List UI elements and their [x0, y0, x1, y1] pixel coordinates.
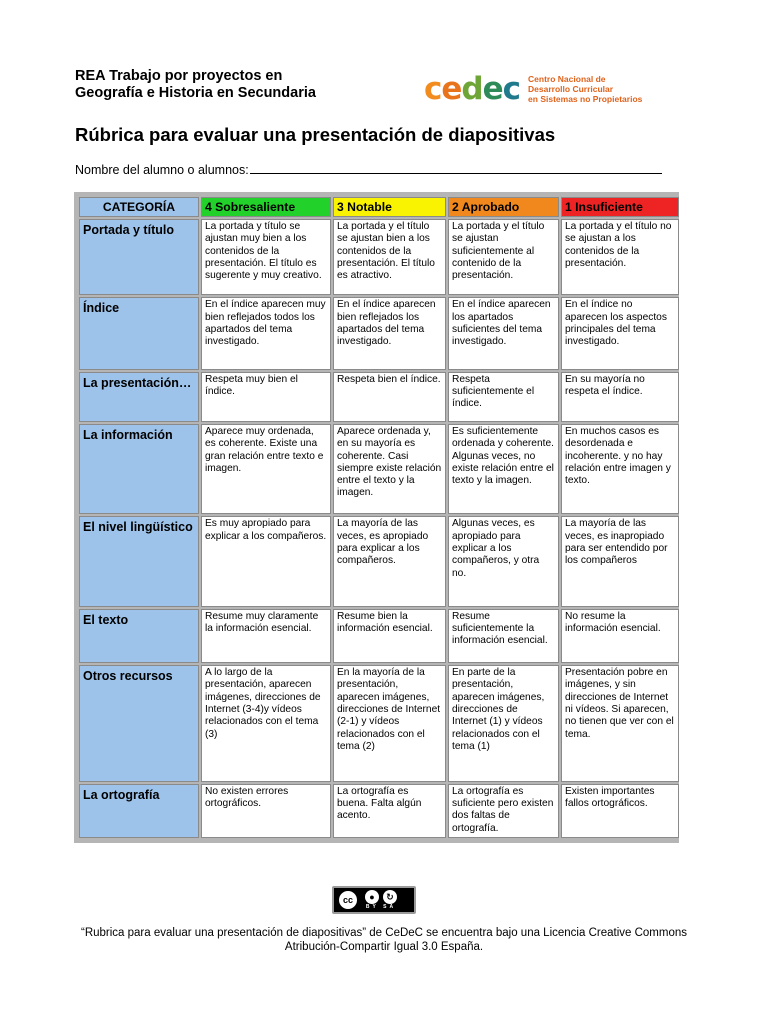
- rubric-cell: Resume muy claramente la información esencial.: [201, 609, 331, 663]
- rubric-row: [79, 424, 679, 514]
- logo-subtitle-line: Centro Nacional de: [528, 74, 606, 84]
- logo-letter: e: [441, 71, 462, 107]
- rubric-category: El texto: [79, 609, 199, 663]
- logo-letter: c: [502, 71, 521, 107]
- rubric-category: La ortografía: [79, 784, 199, 838]
- creative-commons-badge[interactable]: [332, 886, 416, 914]
- student-name-blank[interactable]: [250, 162, 662, 174]
- document-header: [75, 68, 316, 102]
- rubric-cell: Aparece muy ordenada, es coherente. Existe una gran relación entre texto e imagen.: [201, 424, 331, 514]
- rubric-cell: Algunas veces, es apropiado para explicar a los compañeros, y otra no.: [448, 516, 559, 606]
- header-aprobado: 2 Aprobado: [448, 197, 559, 217]
- logo-subtitle-line: Desarrollo Curricular: [528, 84, 614, 94]
- header-line-2: Geografía e Historia en Secundaria: [75, 85, 316, 101]
- rubric-cell: En el índice aparecen bien reflejados los apartados del tema investigado.: [333, 297, 446, 369]
- by-label: BY: [365, 903, 379, 910]
- rubric-row: [79, 372, 679, 422]
- rubric-cell: En el índice no aparecen los aspectos principales del tema investigado.: [561, 297, 679, 369]
- attribution-icon: ●: [365, 890, 379, 904]
- rubric-cell: La portada y título se ajustan muy bien a los contenidos de la presentación. El título es sugerente y muy creativo.: [201, 219, 331, 295]
- student-name-field: [75, 162, 662, 177]
- rubric-table: [77, 195, 681, 840]
- rubric-category: La información: [79, 424, 199, 514]
- logo-subtitle-line: en Sistemas no Propietarios: [528, 94, 643, 104]
- header-line-1: REA Trabajo por proyectos en: [75, 68, 283, 84]
- rubric-row: [79, 516, 679, 606]
- rubric-cell: A lo largo de la presentación, aparecen imágenes, direcciones de Internet (3-4)y vídeos relacionados con el tema (3): [201, 665, 331, 782]
- rubric-cell: Es suficientemente ordenada y coherente. Algunas veces, no existe relación entre el texto y la imagen.: [448, 424, 559, 514]
- rubric-row: [79, 784, 679, 838]
- sa-label: SA: [383, 903, 397, 910]
- header-notable: 3 Notable: [333, 197, 446, 217]
- header-categoria: CATEGORÍA: [79, 197, 199, 217]
- rubric-row: [79, 297, 679, 369]
- rubric-cell: En el índice aparecen los apartados suficientes del tema investigado.: [448, 297, 559, 369]
- document-title: Rúbrica para evaluar una presentación de diapositivas: [75, 124, 556, 145]
- rubric-row: [79, 665, 679, 782]
- rubric-category: La presentación…: [79, 372, 199, 422]
- rubric-category: El nivel lingüístico: [79, 516, 199, 606]
- rubric-cell: Existen importantes fallos ortográficos.: [561, 784, 679, 838]
- rubric-cell: En la mayoría de la presentación, aparecen imágenes, direcciones de Internet (2-1) y vídeos relacionados con el tema (2): [333, 665, 446, 782]
- rubric-cell: La portada y el título no se ajustan a los contenidos de la presentación.: [561, 219, 679, 295]
- rubric-category: Índice: [79, 297, 199, 369]
- rubric-cell: Aparece ordenada y, en su mayoría es coherente. Casi siempre existe relación entre el texto y la imagen.: [333, 424, 446, 514]
- rubric-category: Portada y título: [79, 219, 199, 295]
- rubric-row: [79, 609, 679, 663]
- rubric-cell: En el índice aparecen muy bien reflejados todos los apartados del tema investigado.: [201, 297, 331, 369]
- logo-subtitle: [528, 74, 642, 104]
- logo-letter: d: [461, 71, 483, 107]
- cedec-logo-word: [424, 72, 520, 106]
- rubric-cell: En muchos casos es desordenada e incoherente. y no hay relación entre imagen y texto.: [561, 424, 679, 514]
- share-alike-icon: ↻: [383, 890, 397, 904]
- rubric-cell: La portada y el título se ajustan bien a los contenidos de la presentación. El título es atractivo.: [333, 219, 446, 295]
- cedec-logo: [424, 72, 642, 106]
- rubric-category: Otros recursos: [79, 665, 199, 782]
- header-insuficiente: 1 Insuficiente: [561, 197, 679, 217]
- rubric-cell: Respeta bien el índice.: [333, 372, 446, 422]
- rubric-cell: La ortografía es suficiente pero existen dos faltas de ortografía.: [448, 784, 559, 838]
- rubric-cell: Presentación pobre en imágenes, y sin direcciones de Internet ni vídeos. Si aparecen, no tienen que ver con el tema.: [561, 665, 679, 782]
- rubric-cell: La portada y el título se ajustan suficientemente al contenido de la presentación.: [448, 219, 559, 295]
- logo-letter: c: [424, 71, 442, 107]
- rubric-cell: No resume la información esencial.: [561, 609, 679, 663]
- logo-letter: e: [482, 71, 503, 107]
- rubric-cell: No existen errores ortográficos.: [201, 784, 331, 838]
- rubric-cell: Resume suficientemente la información esencial.: [448, 609, 559, 663]
- license-footer: “Rubrica para evaluar una presentación de diapositivas” de CeDeC se encuentra bajo una Licencia Creative Commons Atribución-Compartir Igual 3.0 España.: [80, 927, 687, 953]
- student-name-label: Nombre del alumno o alumnos:: [75, 163, 249, 177]
- cc-icon: cc: [337, 889, 359, 911]
- rubric-cell: La mayoría de las veces, es apropiado para explicar a los compañeros.: [333, 516, 446, 606]
- rubric-cell: Resume bien la información esencial.: [333, 609, 446, 663]
- rubric-cell: En parte de la presentación, aparecen imágenes, direcciones de Internet (1) y vídeos relacionados con el tema (1): [448, 665, 559, 782]
- header-sobresaliente: 4 Sobresaliente: [201, 197, 331, 217]
- rubric-cell: En su mayoría no respeta el índice.: [561, 372, 679, 422]
- rubric-cell: La ortografía es buena. Falta algún acento.: [333, 784, 446, 838]
- rubric-cell: Respeta muy bien el índice.: [201, 372, 331, 422]
- rubric-cell: La mayoría de las veces, es inapropiado para ser entendido por los compañeros: [561, 516, 679, 606]
- rubric-cell: Es muy apropiado para explicar a los compañeros.: [201, 516, 331, 606]
- rubric-row: [79, 219, 679, 295]
- rubric-table-frame: [74, 192, 679, 843]
- rubric-cell: Respeta suficientemente el índice.: [448, 372, 559, 422]
